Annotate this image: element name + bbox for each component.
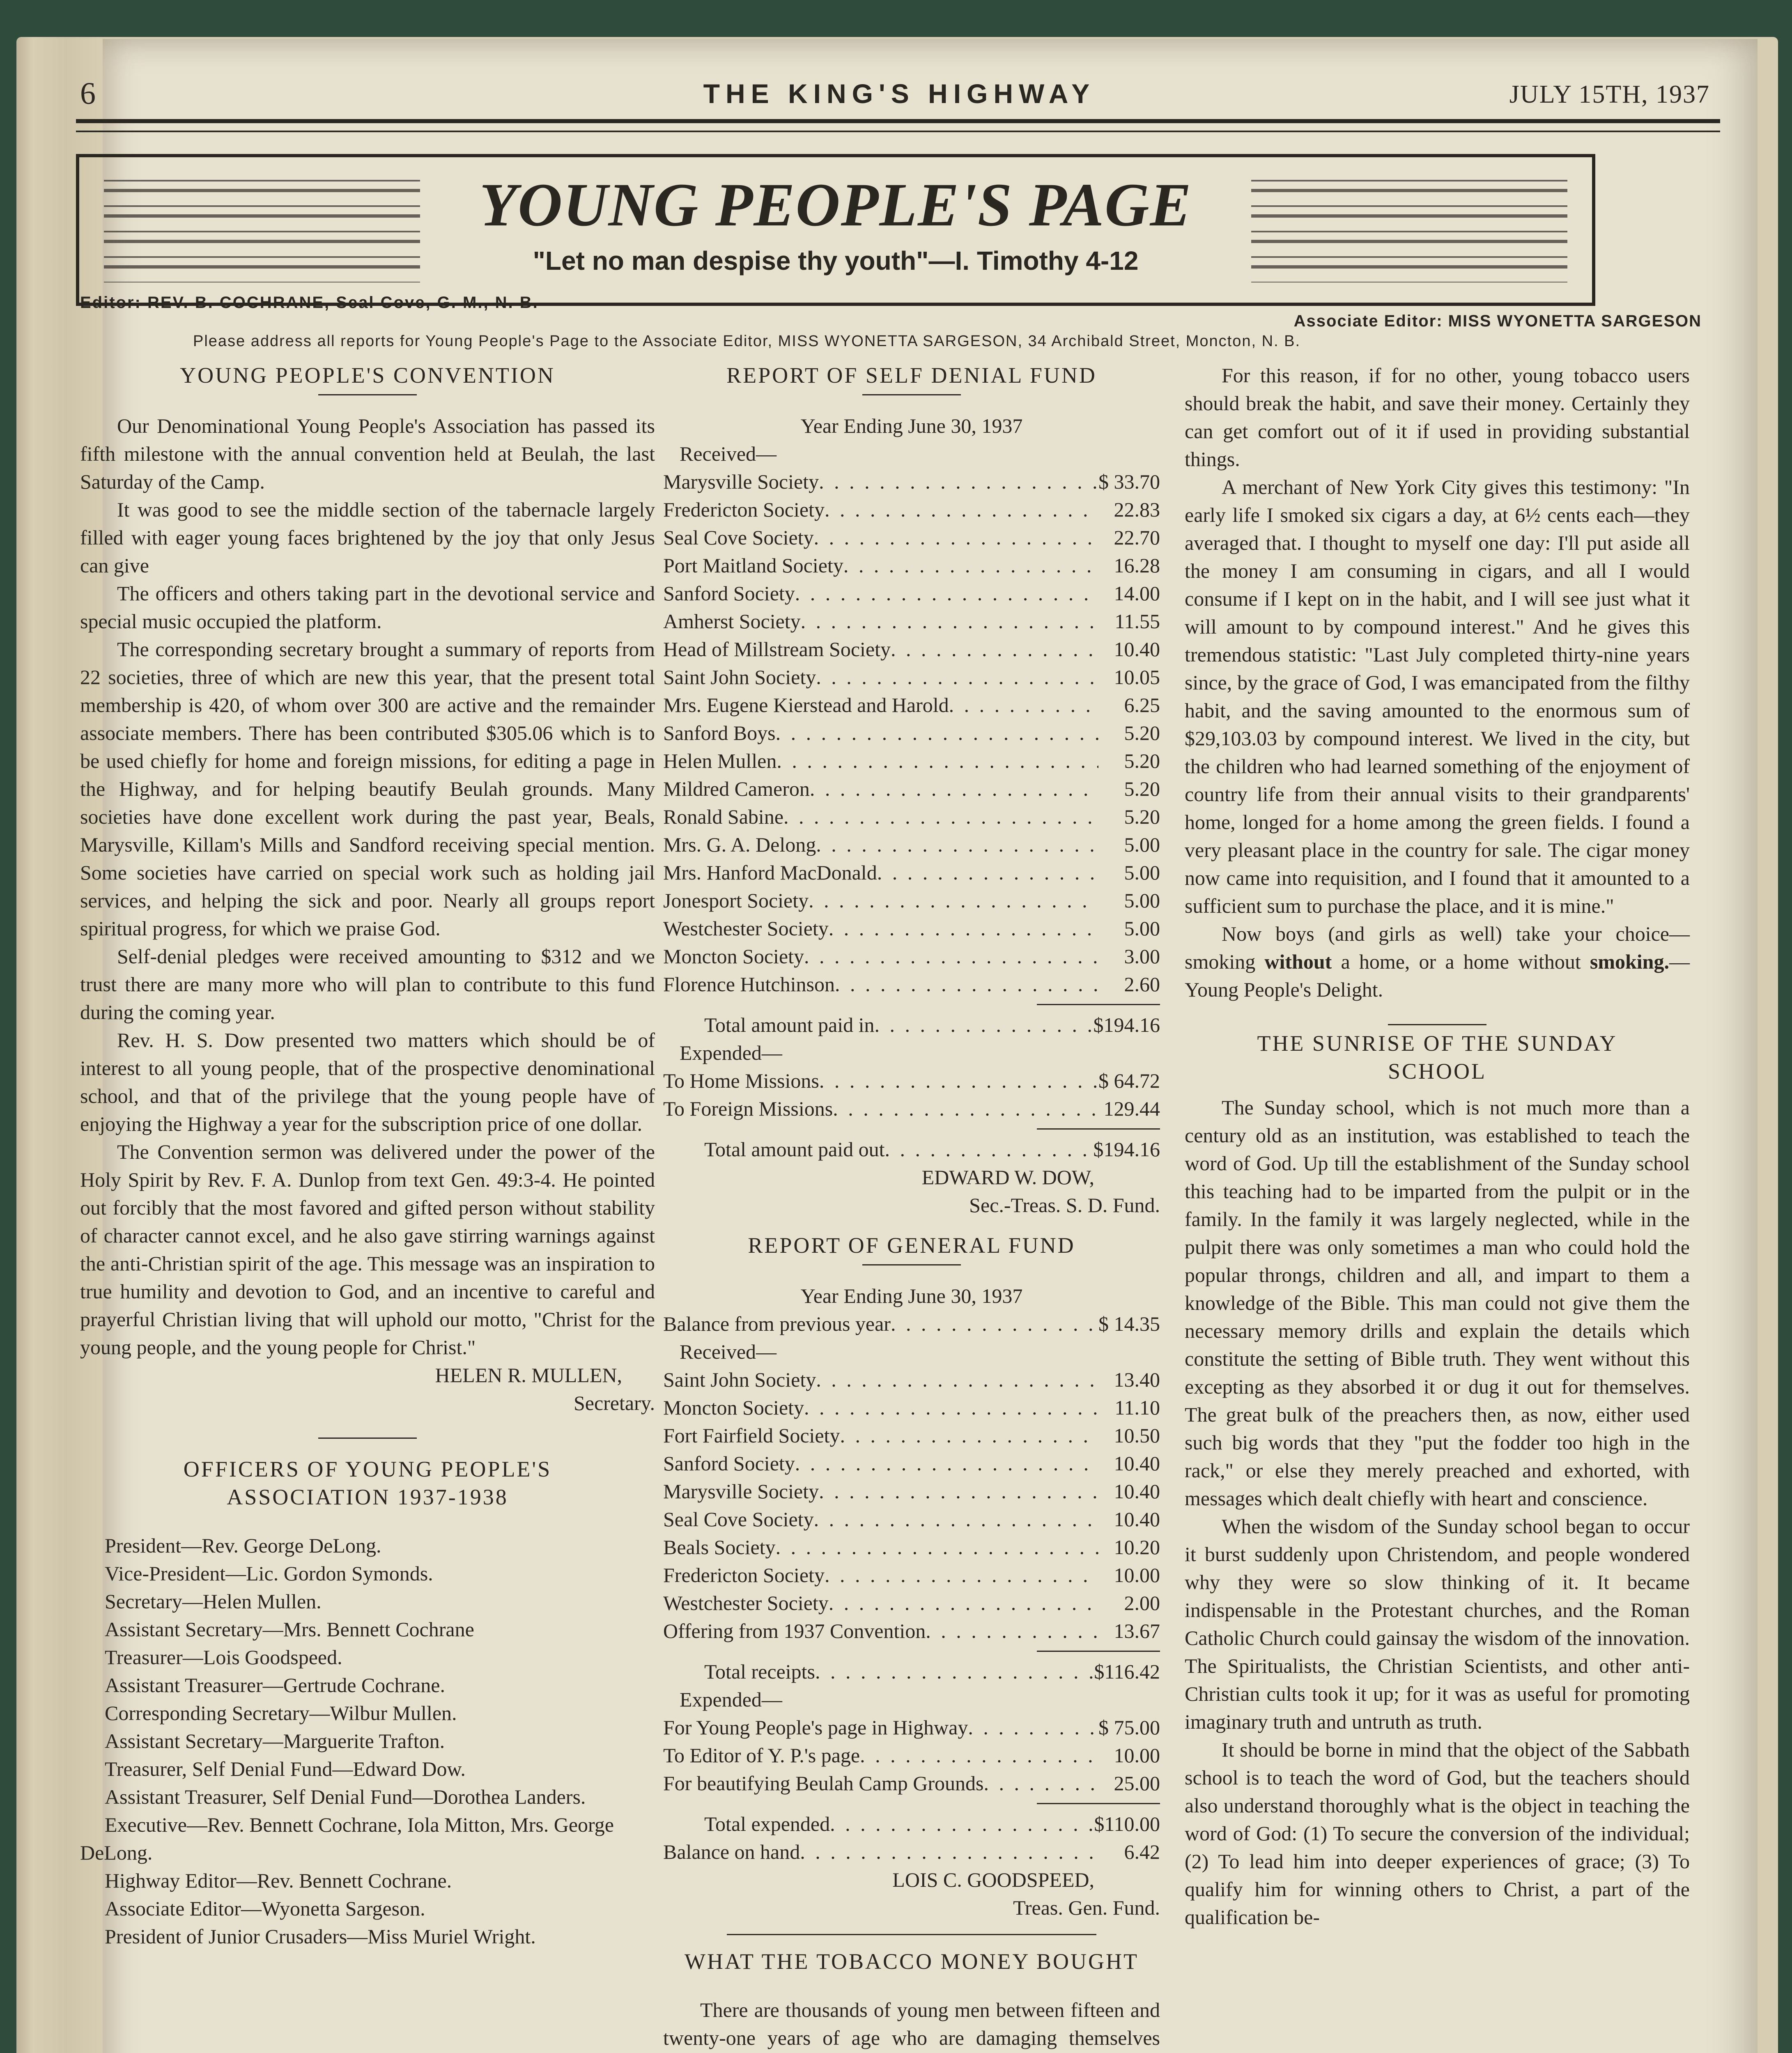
self-denial-entry-amount: 11.55	[1114, 610, 1160, 633]
section-rule	[1388, 1024, 1486, 1025]
self-denial-entry-amount: 22.83	[1114, 498, 1160, 521]
general-fund-entry-name: Saint John Society	[663, 1368, 816, 1391]
general-fund-expense	[663, 1769, 1160, 1797]
sunday-school-article	[1185, 1093, 1690, 1931]
officer-item: Highway Editor—Rev. Bennett Cochrane.	[105, 1869, 452, 1892]
self-denial-entry-amount: 10.05	[1114, 666, 1160, 689]
self-denial-entry	[663, 775, 1160, 803]
general-fund-signature-name: LOIS C. GOODSPEED,	[892, 1868, 1094, 1891]
header-rule-thin	[76, 131, 1720, 132]
self-denial-entry	[663, 551, 1160, 579]
general-fund-entry-amount: 2.00	[1124, 1591, 1160, 1614]
tobacco-paragraph-2: For this reason, if for no other, young tobacco users should break the habit, and save their money. Certainly they can get comfort out of it if used in providing substantial things.	[1185, 364, 1690, 471]
general-fund-entry-amount: 11.10	[1114, 1396, 1160, 1419]
general-fund-expense-amount: 10.00	[1114, 1744, 1160, 1767]
self-denial-entry	[663, 803, 1160, 831]
self-denial-expense	[663, 1067, 1160, 1095]
self-denial-expense-amount: $ 64.72	[1098, 1069, 1160, 1092]
officers-list	[80, 1532, 655, 1950]
officer-item: Associate Editor—Wyonetta Sargeson.	[105, 1897, 425, 1920]
self-denial-entry-name: Mrs. Eugene Kierstead and Harold	[663, 694, 949, 716]
general-fund-expended-label: Expended—	[680, 1688, 782, 1711]
officer-item: President—Rev. George DeLong.	[105, 1534, 381, 1557]
general-fund-total-expended: Total expended . . . $110.00	[663, 1810, 1160, 1838]
self-denial-received-list	[663, 468, 1160, 998]
general-fund-entry-name: Marysville Society	[663, 1480, 819, 1503]
officer-item: Assistant Secretary—Marguerite Trafton.	[105, 1729, 445, 1752]
general-fund-period: Year Ending June 30, 1937	[800, 1284, 1023, 1307]
general-fund-total-receipts: Total receipts . . . $116.42	[663, 1658, 1160, 1686]
general-fund-balance: Balance from previous year . . . $ 14.35	[663, 1310, 1160, 1338]
general-fund-expended-list	[663, 1713, 1160, 1797]
self-denial-heading: REPORT OF SELF DENIAL FUND	[726, 363, 1097, 388]
officer-item: Corresponding Secretary—Wilbur Mullen.	[105, 1702, 457, 1725]
editor-credit: Editor: REV. B. COCHRANE, Seal Cove, G. M., N. B.	[80, 294, 539, 312]
self-denial-entry-name: Moncton Society	[663, 945, 804, 968]
self-denial-received-label: Received—	[680, 442, 777, 465]
general-fund-expense-amount: $ 75.00	[1098, 1716, 1160, 1739]
self-denial-entry-name: Jonesport Society	[663, 889, 809, 912]
general-fund-received-list	[663, 1366, 1160, 1645]
self-denial-expense-amount: 129.44	[1103, 1097, 1160, 1120]
general-fund-expense-amount: 25.00	[1114, 1772, 1160, 1795]
banner-title: YOUNG PEOPLE'S PAGE	[479, 171, 1192, 239]
self-denial-entry-name: Florence Hutchinson	[663, 973, 835, 996]
self-denial-entry-amount: 5.20	[1124, 805, 1160, 828]
associate-editor-credit: Associate Editor: MISS WYONETTA SARGESON	[1293, 312, 1702, 330]
total-rule	[1037, 1651, 1160, 1652]
officer-item: Assistant Secretary—Mrs. Bennett Cochrane	[105, 1618, 474, 1641]
general-fund-entry-amount: 10.40	[1114, 1508, 1160, 1531]
general-fund-heading: REPORT OF GENERAL FUND	[748, 1233, 1075, 1258]
self-denial-entry-name: Port Maitland Society	[663, 554, 843, 577]
self-denial-period: Year Ending June 30, 1937	[800, 414, 1023, 437]
general-fund-entry-name: Fort Fairfield Society	[663, 1424, 840, 1447]
general-fund-entry-name: Seal Cove Society	[663, 1508, 814, 1531]
general-fund-entry-amount: 10.40	[1114, 1452, 1160, 1475]
officers-heading: OFFICERS OF YOUNG PEOPLE'S ASSOCIATION 1937-1938	[183, 1457, 552, 1509]
self-denial-entry-amount: 5.00	[1124, 833, 1160, 856]
convention-signature-name: HELEN R. MULLEN,	[435, 1364, 622, 1387]
self-denial-signature-name: EDWARD W. DOW,	[921, 1166, 1094, 1189]
tobacco-paragraph-3: A merchant of New York City gives this testimony: "In early life I smoked six cigars a day, at 6½ cents each—they averaged that. I thought to myself one day: I'll put aside all the money I am consuming in cigars, and all I would consume if I kept on in the habit, and I will see just what it will amount to by compound interest." And he gives this tremendous statistic: "Last July completed thirty-nine years since, by the grace of God, I was emancipated from the filthy habit, and the saving amounted to the enormous sum of $29,103.03 by compound interest. We lived in the city, but the children who had learned something of the enjoyment of country life from their annual visits to their grandparents' home, longed for a home among the green fields. I found a very pleasant place in the country for sale. The cigar money now came into requisition, and I found that it amounted to a sufficient sum to purchase the place, and it is mine."	[1185, 475, 1690, 917]
section-rule	[862, 1264, 961, 1265]
issue-date: JULY 15TH, 1937	[1509, 80, 1710, 108]
convention-paragraph: It was good to see the middle section of the tabernacle largely filled with eager young faces brightened by the joy that only Jesus can give	[80, 498, 655, 577]
officer-item: Treasurer, Self Denial Fund—Edward Dow.	[105, 1757, 466, 1780]
general-fund-expense-name: For Young People's page in Highway	[663, 1716, 968, 1739]
self-denial-expense-name: To Foreign Missions	[663, 1097, 833, 1120]
self-denial-entry-amount: 5.00	[1124, 917, 1160, 940]
self-denial-entry-amount: 10.40	[1114, 638, 1160, 661]
self-denial-entry	[663, 579, 1160, 607]
officer-item: President of Junior Crusaders—Miss Muriel Wright.	[105, 1925, 536, 1948]
self-denial-entry-amount: 5.20	[1124, 749, 1160, 772]
self-denial-entry	[663, 747, 1160, 775]
self-denial-entry-amount: 6.25	[1124, 694, 1160, 716]
tobacco-heading: WHAT THE TOBACCO MONEY BOUGHT	[684, 1949, 1139, 1974]
self-denial-entry	[663, 496, 1160, 524]
self-denial-expended-list	[663, 1067, 1160, 1123]
general-fund-entry-amount: 13.67	[1114, 1619, 1160, 1642]
self-denial-entry-amount: 5.20	[1124, 777, 1160, 800]
self-denial-entry-amount: 16.28	[1114, 554, 1160, 577]
self-denial-entry-name: Saint John Society	[663, 666, 816, 689]
general-fund-entry-name: Beals Society	[663, 1536, 776, 1559]
total-rule	[1037, 1004, 1160, 1005]
self-denial-entry	[663, 635, 1160, 663]
self-denial-entry-name: Sanford Boys	[663, 721, 776, 744]
address-note: Please address all reports for Young People's Page to the Associate Editor, MISS WYONETTA SARGESON, 34 Archibald Street, Moncton, N. B.	[193, 333, 1301, 350]
general-fund-entry-name: Moncton Society	[663, 1396, 804, 1419]
general-fund-received-label: Received—	[680, 1340, 777, 1363]
self-denial-entry-name: Marysville Society	[663, 470, 819, 493]
self-denial-entry-name: Mrs. G. A. Delong	[663, 833, 816, 856]
self-denial-expended-label: Expended—	[680, 1041, 782, 1064]
self-denial-entry-amount: 2.60	[1124, 973, 1160, 996]
general-fund-signature-title: Treas. Gen. Fund.	[1013, 1896, 1160, 1919]
self-denial-signature-title: Sec.-Treas. S. D. Fund.	[969, 1194, 1160, 1217]
header-rule	[76, 119, 1720, 123]
officer-item: Vice-President—Lic. Gordon Symonds.	[105, 1562, 433, 1585]
total-rule	[1037, 1803, 1160, 1804]
self-denial-expense	[663, 1095, 1160, 1123]
general-fund-entry-name: Offering from 1937 Convention	[663, 1619, 926, 1642]
self-denial-entry-name: Head of Millstream Society	[663, 638, 891, 661]
self-denial-entry	[663, 719, 1160, 747]
officer-item: Assistant Treasurer, Self Denial Fund—Dorothea Landers.	[105, 1785, 586, 1808]
general-fund-entry	[663, 1617, 1160, 1645]
general-fund-entry-name: Westchester Society	[663, 1591, 829, 1614]
self-denial-entry-amount: 5.20	[1124, 721, 1160, 744]
self-denial-entry	[663, 468, 1160, 496]
self-denial-entry-amount: 5.00	[1124, 861, 1160, 884]
self-denial-entry-amount: $ 33.70	[1098, 470, 1160, 493]
general-fund-entry	[663, 1366, 1160, 1394]
self-denial-entry-name: Mrs. Hanford MacDonald	[663, 861, 877, 884]
self-denial-entry-name: Ronald Sabine	[663, 805, 784, 828]
tobacco-paragraph-1: There are thousands of young men between fifteen and twenty-one years of age who are damaging themselves	[663, 1998, 1160, 2049]
general-fund-entry-amount: 10.40	[1114, 1480, 1160, 1503]
general-fund-entry-amount: 10.20	[1114, 1536, 1160, 1559]
self-denial-entry	[663, 831, 1160, 859]
general-fund-entry	[663, 1421, 1160, 1449]
general-fund-entry	[663, 1505, 1160, 1533]
section-rule	[318, 394, 417, 395]
general-fund-entry-amount: 13.40	[1114, 1368, 1160, 1391]
officer-item: Secretary—Helen Mullen.	[105, 1590, 322, 1613]
self-denial-entry-amount: 14.00	[1114, 582, 1160, 605]
convention-paragraph: Rev. H. S. Dow presented two matters which should be of interest to all young people, that of the prospective denominational school, and that of the privilege that the young people have of enjoying the Highway a year for the subscription price of one dollar.	[80, 1029, 655, 1135]
section-rule	[862, 394, 961, 395]
column-1	[80, 361, 655, 1950]
convention-heading: YOUNG PEOPLE'S CONVENTION	[180, 363, 555, 388]
general-fund-entry-amount: 10.00	[1114, 1564, 1160, 1587]
page-number: 6	[80, 76, 96, 111]
sunday-school-heading: THE SUNRISE OF THE SUNDAY SCHOOL	[1257, 1031, 1617, 1084]
general-fund-expense	[663, 1713, 1160, 1741]
officer-item: Assistant Treasurer—Gertrude Cochrane.	[105, 1674, 445, 1697]
general-fund-entry-name: Fredericton Society	[663, 1564, 825, 1587]
general-fund-expense-name: For beautifying Beulah Camp Grounds	[663, 1772, 984, 1795]
general-fund-expense	[663, 1741, 1160, 1769]
total-rule	[1037, 1128, 1160, 1130]
section-rule	[727, 1934, 1096, 1935]
self-denial-entry	[663, 663, 1160, 691]
self-denial-entry-name: Helen Mullen	[663, 749, 777, 772]
self-denial-expense-name: To Home Missions	[663, 1069, 819, 1092]
self-denial-entry-name: Sanford Society	[663, 582, 795, 605]
self-denial-entry-name: Westchester Society	[663, 917, 829, 940]
general-fund-entry	[663, 1449, 1160, 1477]
self-denial-entry-amount: 3.00	[1124, 945, 1160, 968]
general-fund-balance-on-hand: Balance on hand . . . 6.42	[663, 1838, 1160, 1866]
self-denial-entry	[663, 886, 1160, 914]
column-2	[663, 361, 1160, 2053]
masthead: THE KING'S HIGHWAY	[703, 78, 1096, 109]
general-fund-entry	[663, 1561, 1160, 1589]
sunday-school-paragraph: The Sunday school, which is not much more than a century old as an institution, was established to teach the word of God. Up till the establishment of the Sunday school this teaching had to be imparted from the pulpit or in the family. In the family it was largely neglected, while in the pulpit there was only sometimes a man who could hold the popular throngs, children and all, and impart to them a knowledge of the Bible. This man could not give them the necessary memory drills and explain the details which constitute the setting of Bible truth. They went without this excepting as they absorbed it or dug it out for themselves. The great bulk of the preachers then, as now, either used such big words that they "put the fodder too high in the rack," or else they merely preached and exhorted, with messages which dealt chiefly with heart and conscience.	[1185, 1096, 1690, 1510]
general-fund-entry	[663, 1477, 1160, 1505]
convention-signature-title: Secretary.	[573, 1392, 655, 1415]
officer-item: Executive—Rev. Bennett Cochrane, Iola Mitton, Mrs. George DeLong.	[80, 1813, 614, 1864]
general-fund-entry	[663, 1394, 1160, 1421]
general-fund-entry	[663, 1533, 1160, 1561]
general-fund-expense-name: To Editor of Y. P.'s page	[663, 1744, 860, 1767]
convention-paragraph: Self-denial pledges were received amounting to $312 and we trust there are many more who will plan to contribute to this fund during the coming year.	[80, 945, 655, 1024]
self-denial-entry-name: Mildred Cameron	[663, 777, 810, 800]
general-fund-entry-name: Sanford Society	[663, 1452, 795, 1475]
convention-paragraph: The Convention sermon was delivered under the power of the Holy Spirit by Rev. F. A. Dunlop from text Gen. 49:3-4. He pointed out forcibly that the most favored and gifted person without stability of character cannot excel, and he also gave stirring warnings against the anti-Christian spirit of the age. This message was an inspiration to true humility and devotion to God, and an incentive to careful and prayerful Christian living that will uphold our motto, "Christ for the young people, and the young people for Christ."	[80, 1140, 655, 1359]
self-denial-total-in: Total amount paid in . . . $194.16	[663, 1011, 1160, 1039]
column-3	[1185, 361, 1690, 1931]
self-denial-entry-amount: 22.70	[1114, 526, 1160, 549]
convention-article	[80, 412, 655, 1361]
convention-paragraph: The officers and others taking part in the devotional service and special music occupied the platform.	[80, 582, 655, 633]
section-rule	[318, 1438, 417, 1439]
convention-paragraph: The corresponding secretary brought a summary of reports from 22 societies, three of which are new this year, that the present total membership is 420, of whom over 300 are active and the remainder associate members. There has been contributed $305.06 which is to be used chiefly for home and foreign missions, for editing a page in the Highway, and for helping beautify Beulah grounds. Many societies have done excellent work during the past year, Beals, Marysville, Killam's Mills and Sandford receiving special mention. Some societies have carried on special work such as holding jail services, and helping the sick and poor. Nearly all groups report spiritual progress, for which we praise God.	[80, 638, 655, 940]
self-denial-entry-amount: 5.00	[1124, 889, 1160, 912]
officer-item: Treasurer—Lois Goodspeed.	[105, 1646, 342, 1669]
self-denial-entry	[663, 859, 1160, 886]
self-denial-entry	[663, 970, 1160, 998]
banner-motto: "Let no man despise thy youth"—I. Timothy 4-12	[533, 246, 1139, 276]
self-denial-entry	[663, 942, 1160, 970]
self-denial-entry	[663, 691, 1160, 719]
sunday-school-paragraph: When the wisdom of the Sunday school began to occur it burst suddenly upon Christendom, and people wondered why they were so slow thinking of it. It became indispensable in the Protestant churches, and the Roman Catholic Church could gainsay the wisdom of the innovation. The Spiritualists, the Christian Scientists, and other anti-Christian cults took it up; for it was as useful for promoting imaginary truth and untruth as truth.	[1185, 1515, 1690, 1733]
young-peoples-banner	[76, 154, 1595, 306]
self-denial-entry-name: Seal Cove Society	[663, 526, 814, 549]
tobacco-paragraph-4: Now boys (and girls as well) take your choice—smoking without a home, or a home without smoking.—Young People's Delight.	[1185, 922, 1690, 1001]
self-denial-entry-name: Fredericton Society	[663, 498, 825, 521]
self-denial-entry	[663, 524, 1160, 551]
general-fund-entry-amount: 10.50	[1114, 1424, 1160, 1447]
self-denial-entry-name: Amherst Society	[663, 610, 801, 633]
self-denial-entry	[663, 607, 1160, 635]
general-fund-entry	[663, 1589, 1160, 1617]
self-denial-entry	[663, 914, 1160, 942]
self-denial-total-out: Total amount paid out . . . $194.16	[663, 1135, 1160, 1163]
convention-paragraph: Our Denominational Young People's Association has passed its fifth milestone with the annual convention held at Beulah, the last Saturday of the Camp.	[80, 414, 655, 493]
sunday-school-paragraph: It should be borne in mind that the object of the Sabbath school is to teach the word of God, but the teachers should also understand thoroughly what is the object in teaching the word of God: (1) To secure the conversion of the individual; (2) To lead him into deeper experiences of grace; (3) To qualify him for winning others to Christ, a part of the qualification be-	[1185, 1738, 1690, 1929]
